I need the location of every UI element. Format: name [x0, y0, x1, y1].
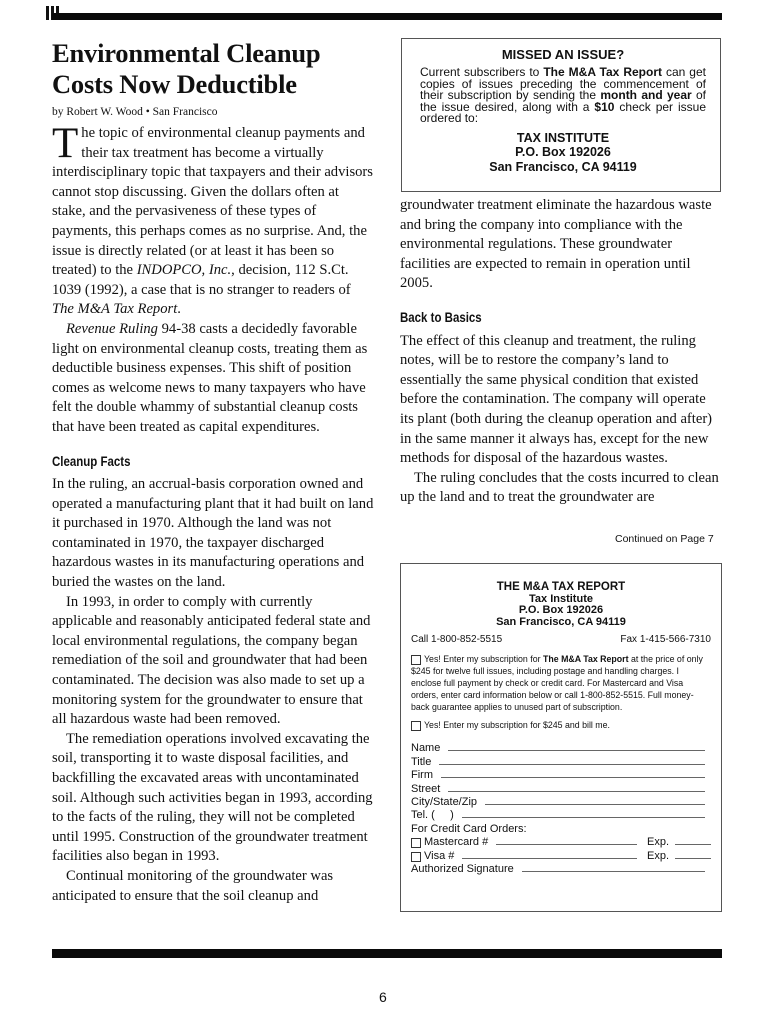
- offer-option-2: [411, 719, 711, 731]
- publication-name: The M&A Tax Report: [52, 301, 178, 318]
- tel-label: Tel. ( ): [411, 809, 454, 822]
- address-line-2: P.O. Box 192026: [515, 145, 611, 159]
- missed-text-a: Current subscribers to: [420, 65, 544, 79]
- facts-paragraph-1: In the ruling, an accrual-basis corporation owned and operated a manufacturing plant that it had built on land it purchased in 1970. Although the land was not contaminated in 1970, the taxpayer discharged hazardous wastes in its manufacturing operations and buried the wastes on the land.: [52, 476, 374, 591]
- case-name: INDOPCO, Inc.: [136, 262, 232, 279]
- missed-text-g: check per issue ordered to:: [420, 99, 706, 125]
- bottom-rule: [52, 949, 722, 958]
- telephone-field[interactable]: [411, 808, 711, 821]
- offer2-text: Yes! Enter my subscription for $245 and bill me.: [424, 720, 610, 730]
- missed-text-d: month and year: [600, 88, 692, 102]
- intro-text-end: .: [177, 301, 181, 318]
- article-left-column: [52, 38, 374, 906]
- missed-issue-box: [401, 38, 721, 192]
- offer1-text-b: The M&A Tax Report: [542, 654, 629, 664]
- cc-orders-text: For Credit Card Orders:: [411, 822, 527, 835]
- firm-label: Firm: [411, 769, 433, 782]
- city-state-zip-field[interactable]: [411, 795, 711, 808]
- missed-issue-body: [420, 67, 706, 125]
- article-body-right: [400, 196, 722, 508]
- address-line-3: San Francisco, CA 94119: [489, 159, 637, 174]
- checkbox-visa[interactable]: [411, 852, 421, 862]
- firm-field[interactable]: [411, 768, 711, 781]
- title-line-2: Costs Now Deductible: [52, 69, 297, 99]
- facts-paragraph-4: Continual monitoring of the groundwater was anticipated to ensure that the soil cleanup and: [52, 867, 334, 904]
- offer-option-1: [411, 653, 711, 713]
- missed-text-e: of the issue desired, along with a: [420, 88, 707, 114]
- sub-head-4: San Francisco, CA 94119: [496, 615, 626, 628]
- facts-paragraph-3: The remediation operations involved excavating the soil, transporting it to waste disposal facilities, and backfilling the excavated areas with uncontaminated soil. Although such activities began in 1993, according to the facts of the ruling, they will not be completed until 1995. Construction of the groundwater treatment facilities also began in 1993.: [52, 730, 373, 865]
- address-line-1: TAX INSTITUTE: [516, 130, 610, 145]
- basics-paragraph-2: The ruling concludes that the costs incurred to clean up the land and to treat the groundwater are: [400, 469, 719, 506]
- drop-cap: T: [52, 120, 79, 167]
- offer1-text-a: Yes! Enter my subscription for: [424, 654, 543, 664]
- visa-exp-label: Exp.: [646, 849, 669, 862]
- fax-number: Fax 1-415-566-7310: [620, 634, 711, 645]
- checkbox-option-1[interactable]: [411, 655, 421, 665]
- sub-head-2: Tax Institute: [529, 592, 593, 605]
- mastercard-exp-label: Exp.: [646, 836, 669, 849]
- intro-text-mid: , decision, 112 S.Ct. 1039 (1992), a case that is no stranger to readers of: [52, 262, 351, 298]
- top-rule: [52, 13, 722, 20]
- missed-text-b: The M&A Tax Report: [543, 65, 662, 79]
- article-title: [52, 38, 374, 100]
- sub-head-1: THE M&A TAX REPORT: [496, 581, 626, 593]
- street-field[interactable]: [411, 781, 711, 794]
- page-number: 6: [379, 989, 387, 1005]
- article-right-column: [400, 196, 722, 508]
- missed-text-c: can get copies of issues preceding the commencement of their subscription by sending the: [420, 65, 706, 102]
- intro-text: he topic of environmental cleanup payments and their tax treatment has become a virtually interdisciplinary topic that taxpayers and their advisors cannot stop discussing. Given the dollars often at stake, and the pervasiveness of these types of payments, this perhaps comes as no surprise. And, the issue is directly related (or at least it has been so treated) to the: [52, 125, 373, 279]
- phone-number: Call 1-800-852-5515: [411, 634, 503, 645]
- intro-paragraph: [52, 120, 374, 320]
- title-field[interactable]: [411, 754, 711, 767]
- revenue-ruling-ital: Revenue Ruling: [66, 320, 158, 337]
- sub-head-3: P.O. Box 192026: [518, 604, 604, 616]
- ruling-text: 94-38 casts a decidedly favorable light on environmental cleanup costs, treating them as deductible business expenses. This shift of position comes as welcome news to many taxpayers who have felt the double whammy of substantial cleanup costs that have been treated as capital expenditures.: [52, 320, 368, 435]
- checkbox-option-2[interactable]: [411, 721, 421, 731]
- section-heading-back-to-basics: Back to Basics: [400, 308, 482, 325]
- ruling-paragraph: [52, 320, 374, 438]
- title-label: Title: [411, 755, 432, 768]
- signature-field[interactable]: [411, 862, 711, 875]
- facts-paragraph-2: In 1993, in order to comply with currently applicable and reasonably anticipated federal state and local environmental regulations, the company began remediation of the soil and groundwater that had been contaminated. The decision was also made to set up a monitoring system for the groundwater to ensure that all hazardous waste had been removed.: [52, 593, 371, 728]
- mastercard-field[interactable]: [411, 835, 711, 848]
- article-body-left: [52, 120, 374, 906]
- contact-row: [411, 634, 711, 645]
- city-label: City/State/Zip: [411, 795, 478, 808]
- section-heading-cleanup-facts: Cleanup Facts: [52, 452, 131, 469]
- basics-paragraph-1: The effect of this cleanup and treatment, the ruling notes, will be to restore the company’s land to essentially the same physical condition that existed before the contamination. The company will operate its plant (both during the cleanup operation and after) in the same manner it always has, except for the new methods for disposal of the hazardous wastes.: [400, 332, 713, 467]
- missed-issue-address: [420, 131, 706, 175]
- right-paragraph-1: groundwater treatment eliminate the hazardous waste and bring the company into compliance with the environmental regulations. These groundwater facilities are expected to remain in operation until 2005.: [400, 197, 712, 292]
- visa-field[interactable]: [411, 848, 711, 861]
- missed-text-f: $10: [594, 99, 615, 114]
- checkbox-mastercard[interactable]: [411, 838, 421, 848]
- byline: by Robert W. Wood • San Francisco: [52, 106, 218, 118]
- missed-issue-title: MISSED AN ISSUE?: [501, 47, 625, 62]
- offer1-text-c: at the price of only $245 for twelve full issues, including postage and handling charges. I enclose full payment by check or credit card. For Mastercard and Visa orders, enter card information below or call 1-800-852-5515. Full money-back guarantee applies to unused part of subscription.: [411, 654, 703, 712]
- subscription-form-box: [400, 563, 722, 912]
- subscription-header: [411, 582, 711, 628]
- credit-card-orders-label: [411, 821, 711, 834]
- continued-note: Continued on Page 7: [615, 533, 714, 545]
- title-line-1: Environmental Cleanup: [52, 38, 321, 68]
- street-label: Street: [411, 782, 441, 795]
- name-label: Name: [411, 742, 441, 755]
- signature-label: Authorized Signature: [411, 862, 514, 875]
- mastercard-label: Mastercard #: [424, 836, 489, 849]
- name-field[interactable]: [411, 741, 711, 754]
- visa-label: Visa #: [424, 849, 455, 862]
